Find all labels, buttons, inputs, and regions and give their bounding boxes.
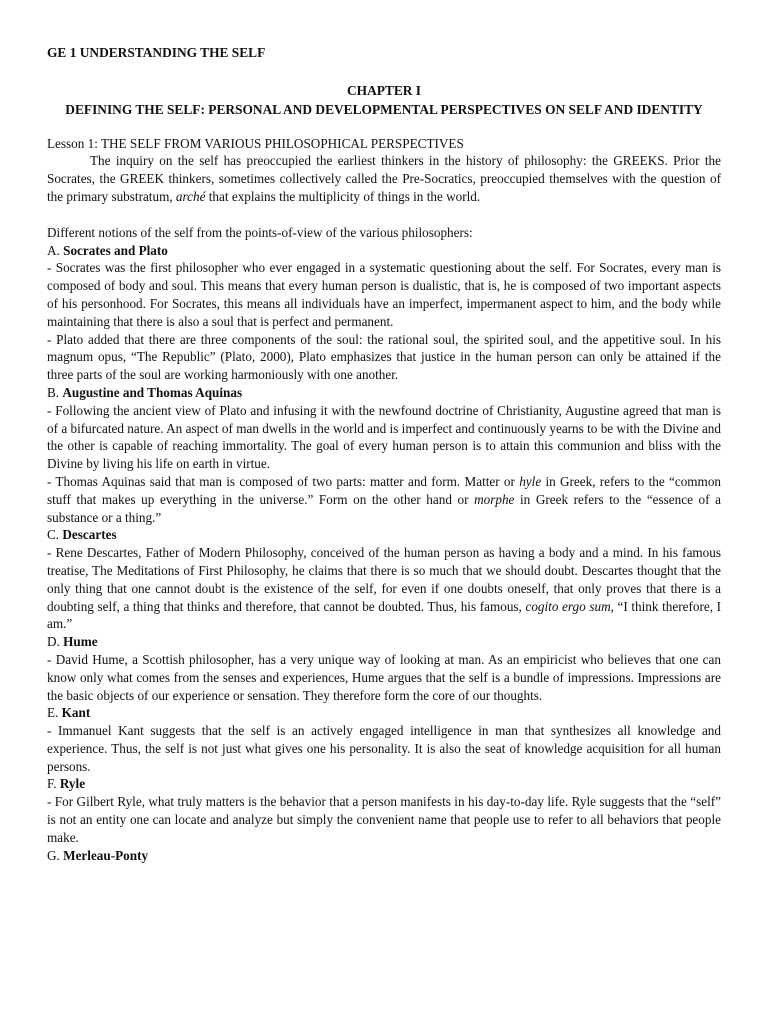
text-span: in Greek, refers to the “common stuff that makes up everything in the universe.” Form on the other hand or <box>47 473 722 507</box>
chapter-title: DEFINING THE SELF: PERSONAL AND DEVELOPMENTAL PERSPECTIVES ON SELF AND IDENTITY <box>65 101 703 117</box>
section-name: Kant <box>61 705 91 721</box>
chapter-number: CHAPTER I <box>346 82 422 98</box>
section-heading-b <box>47 384 721 402</box>
course-title: GE 1 UNDERSTANDING THE SELF <box>47 45 266 60</box>
section-heading-c <box>47 526 721 544</box>
text-span: in Greek refers to the “essence of a substance or a thing.” <box>47 491 721 525</box>
section-heading-a <box>47 242 721 260</box>
intro-term-arche: arché <box>175 188 206 204</box>
section-letter: C. <box>47 527 60 543</box>
section-f-paragraph-1: - For Gilbert Ryle, what truly matters is the behavior that a person manifests in his day-to-day life. Ryle suggests that the “self” is not an entity one can locate and analyze but simply the convenient name that people use to refer to all behaviors that people make. <box>47 794 721 845</box>
intro-text-after: that explains the multiplicity of things in the world. <box>205 188 481 204</box>
section-e-paragraph-1: - Immanuel Kant suggests that the self is an actively engaged intelligence in man that synthesizes all knowledge and experience. Thus, the self is not just what gives one his personality. It is also the seat of knowledge acquisition for all human persons. <box>47 723 721 774</box>
lesson-title: Lesson 1: THE SELF FROM VARIOUS PHILOSOPHICAL PERSPECTIVES <box>47 135 464 151</box>
section-name: Socrates and Plato <box>63 242 168 258</box>
section-letter: B. <box>47 384 60 400</box>
section-name: Augustine and Thomas Aquinas <box>62 384 243 400</box>
term-hyle: hyle <box>519 473 542 489</box>
section-letter: G. <box>47 847 60 863</box>
section-heading-d <box>47 633 721 651</box>
text-span: , “I think therefore, I am.” <box>47 598 721 632</box>
section-heading-g <box>47 847 721 865</box>
text-span: - Thomas Aquinas said that man is composed of two parts: matter and form. Matter or <box>47 473 520 489</box>
section-a-paragraph-2: - Plato added that there are three components of the soul: the rational soul, the spirited soul, and the appetitive soul. In his magnum opus, “The Republic” (Plato, 2000), Plato emphasizes that justice in the human person can only be attained if the three parts of the soul are working harmoniously with one another. <box>47 331 721 383</box>
text-span: - Rene Descartes, Father of Modern Philosophy, conceived of the human person as having a body and a mind. In his famous treatise, The Meditations of First Philosophy, he claims that there is so much that we should doubt. Descartes thought that the only thing that one cannot doubt is the existence of the self, for even if one doubts oneself, that only proves that there is a doubting self, a thing that thinks and therefore, that cannot be doubted. Thus, his famous, <box>47 545 721 614</box>
section-heading-e <box>47 704 721 722</box>
section-name: Ryle <box>59 776 86 792</box>
section-c-paragraph-1 <box>47 544 721 633</box>
section-name: Hume <box>63 634 98 650</box>
paragraph-gap <box>47 206 721 224</box>
section-name: Merleau-Ponty <box>63 847 149 863</box>
section-name: Descartes <box>62 527 117 543</box>
section-a-paragraph-1: - Socrates was the first philosopher who ever engaged in a systematic questioning about the self. For Socrates, every man is composed of body and soul. This means that every human person is dualistic, that is, he is composed of two important aspects of his personhood. For Socrates, this means all individuals have an imperfect, impermanent aspect to him, and the body while maintaining that there is also a soul that is perfect and permanent. <box>47 260 721 329</box>
section-letter: A. <box>47 242 60 258</box>
section-d-paragraph-1: - David Hume, a Scottish philosopher, has a very unique way of looking at man. As an empiricist who believes that one can know only what comes from the senses and experiences, Hume argues that the self is a bundle of impressions. Impressions are the basic objects of our experience or sensation. They therefore form the core of our thoughts. <box>47 651 721 703</box>
section-letter: F. <box>47 776 57 792</box>
term-cogito: cogito ergo sum <box>525 598 611 614</box>
section-b-paragraph-1: - Following the ancient view of Plato and infusing it with the newfound doctrine of Christianity, Augustine agreed that man is of a bifurcated nature. An aspect of man dwells in the world and is imperfect and continuously yearns to be with the Divine and the other is capable of reaching immortality. The goal of every human person is to attain this communion and bliss with the Divine by living his life on earth in virtue. <box>47 402 721 472</box>
document-page <box>47 44 721 864</box>
section-heading-f <box>47 775 721 793</box>
intro-text-before: The inquiry on the self has preoccupied the earliest thinkers in the history of philosophy: the GREEKS. Prior the Socrates, the GREEK thinkers, sometimes collectively called the Pre-Socratics, preoccupied themselves with the question of the primary substratum, <box>47 153 721 204</box>
notions-intro: Different notions of the self from the points-of-view of the various philosophers: <box>47 224 473 240</box>
section-letter: D. <box>47 634 60 650</box>
term-morphe: morphe <box>474 491 515 507</box>
section-letter: E. <box>47 705 59 721</box>
section-b-paragraph-2 <box>47 473 721 526</box>
intro-paragraph <box>47 152 721 205</box>
